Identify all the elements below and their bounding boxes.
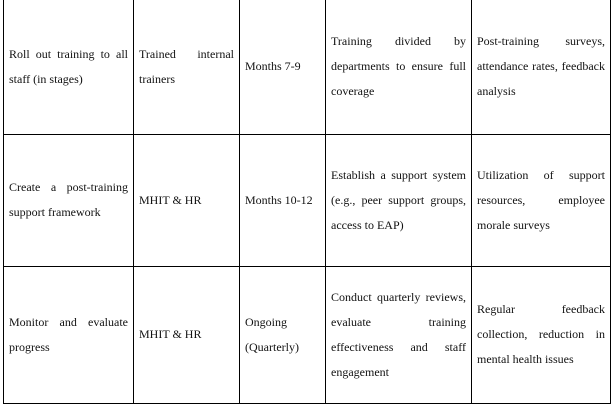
responsible-cell: Trained internal trainers — [134, 0, 240, 134]
table-row — [4, 266, 611, 403]
activity-cell: Roll out training to all staff (in stages) — [4, 0, 134, 134]
timeline-cell: Months 10-12 — [240, 134, 326, 266]
indicators-cell: Post-training surveys, attendance rates, feedback analysis — [472, 0, 611, 134]
activity-cell: Monitor and evaluate progress — [4, 266, 134, 403]
responsible-cell: MHIT & HR — [134, 266, 240, 403]
timeline-cell: Months 7-9 — [240, 0, 326, 134]
resources-cell: Conduct quarterly reviews, evaluate training effectiveness and staff engagement — [326, 266, 472, 403]
activity-cell: Create a post-training support framework — [4, 134, 134, 266]
indicators-cell: Utilization of support resources, employee morale surveys — [472, 134, 611, 266]
timeline-cell: Ongoing (Quarterly) — [240, 266, 326, 403]
resources-cell: Training divided by departments to ensure full coverage — [326, 0, 472, 134]
table-row — [4, 0, 611, 134]
indicators-cell: Regular feedback collection, reduction in mental health issues — [472, 266, 611, 403]
table-row — [4, 134, 611, 266]
resources-cell: Establish a support system (e.g., peer support groups, access to EAP) — [326, 134, 472, 266]
implementation-plan-table — [3, 0, 611, 404]
responsible-cell: MHIT & HR — [134, 134, 240, 266]
